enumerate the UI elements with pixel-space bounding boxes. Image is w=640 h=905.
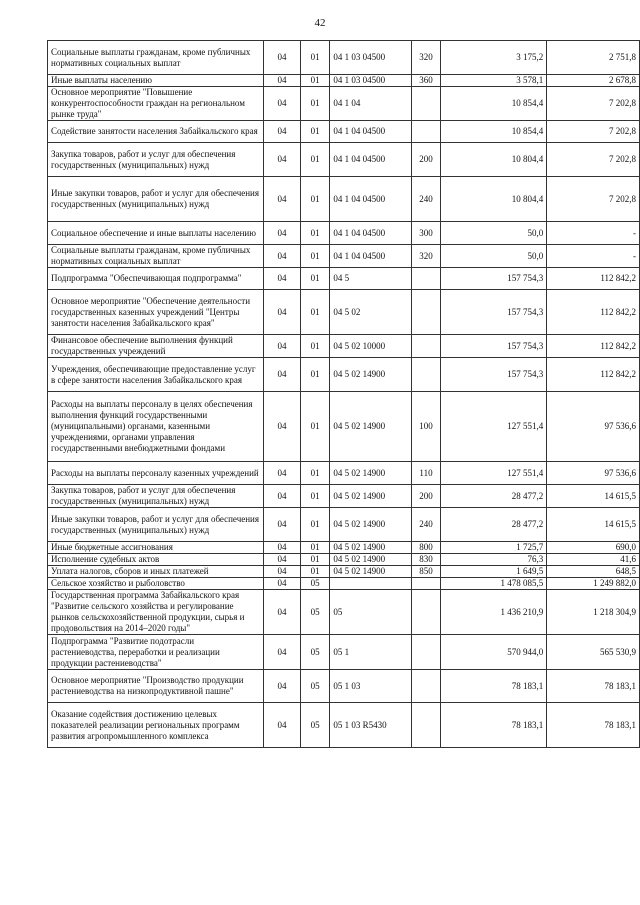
table-row	[48, 392, 640, 462]
row-name: Учреждения, обеспечивающие предоставление услуг в сфере занятости населения Забайкальского края	[48, 358, 264, 392]
row-expense-type	[411, 578, 441, 590]
row-section: 04	[264, 670, 301, 703]
row-subsection: 05	[301, 703, 330, 748]
table-row	[48, 222, 640, 245]
row-section: 04	[264, 121, 301, 143]
row-subsection: 01	[301, 143, 330, 177]
row-amount-plan: 10 804,4	[441, 143, 547, 177]
row-amount-plan: 157 754,3	[441, 358, 547, 392]
table-row	[48, 508, 640, 542]
row-name: Содействие занятости населения Забайкальского края	[48, 121, 264, 143]
row-section: 04	[264, 335, 301, 358]
row-target-article: 05 1 03	[330, 670, 411, 703]
row-expense-type	[411, 635, 441, 670]
row-expense-type: 240	[411, 177, 441, 222]
row-name: Иные закупки товаров, работ и услуг для обеспечения государственных (муниципальных) нужд	[48, 177, 264, 222]
row-expense-type	[411, 590, 441, 635]
table-row	[48, 245, 640, 268]
row-amount-actual: -	[547, 245, 640, 268]
row-name: Государственная программа Забайкальского края "Развитие сельского хозяйства и регулирование рынков сельскохозяйственной продукции, сырья и продовольствия на 2014–2020 годы"	[48, 590, 264, 635]
row-target-article: 04 1 04 04500	[330, 222, 411, 245]
row-subsection: 01	[301, 335, 330, 358]
row-amount-plan: 157 754,3	[441, 268, 547, 290]
row-amount-plan: 157 754,3	[441, 290, 547, 335]
row-name: Сельское хозяйство и рыболовство	[48, 578, 264, 590]
row-name: Подпрограмма "Обеспечивающая подпрограмма"	[48, 268, 264, 290]
row-expense-type	[411, 87, 441, 121]
row-section: 04	[264, 542, 301, 554]
row-target-article: 04 5 02 14900	[330, 508, 411, 542]
row-target-article: 04 5 02 10000	[330, 335, 411, 358]
row-subsection: 01	[301, 245, 330, 268]
row-expense-type: 830	[411, 554, 441, 566]
table-row	[48, 462, 640, 485]
row-subsection: 05	[301, 578, 330, 590]
row-subsection: 01	[301, 462, 330, 485]
row-subsection: 01	[301, 554, 330, 566]
row-subsection: 01	[301, 87, 330, 121]
row-amount-plan: 1 649,5	[441, 566, 547, 578]
row-section: 04	[264, 87, 301, 121]
row-amount-plan: 1 478 085,5	[441, 578, 547, 590]
row-amount-plan: 28 477,2	[441, 485, 547, 508]
row-section: 04	[264, 566, 301, 578]
table-row	[48, 87, 640, 121]
table-row	[48, 335, 640, 358]
row-expense-type	[411, 290, 441, 335]
row-subsection: 01	[301, 485, 330, 508]
row-section: 04	[264, 222, 301, 245]
row-subsection: 01	[301, 222, 330, 245]
row-name: Исполнение судебных актов	[48, 554, 264, 566]
row-amount-actual: 7 202,8	[547, 87, 640, 121]
row-expense-type: 240	[411, 508, 441, 542]
row-target-article: 05 1	[330, 635, 411, 670]
row-amount-actual: 78 183,1	[547, 703, 640, 748]
row-name: Социальные выплаты гражданам, кроме публичных нормативных социальных выплат	[48, 41, 264, 75]
row-name: Расходы на выплаты персоналу казенных учреждений	[48, 462, 264, 485]
row-target-article: 04 5 02	[330, 290, 411, 335]
row-amount-plan: 76,3	[441, 554, 547, 566]
table-row	[48, 485, 640, 508]
row-target-article: 05 1 03 R5430	[330, 703, 411, 748]
row-target-article: 04 5 02 14900	[330, 392, 411, 462]
row-target-article: 05	[330, 590, 411, 635]
row-name: Основное мероприятие "Повышение конкурентоспособности граждан на региональном рынке труда"	[48, 87, 264, 121]
row-name: Уплата налогов, сборов и иных платежей	[48, 566, 264, 578]
row-section: 04	[264, 41, 301, 75]
row-subsection: 01	[301, 177, 330, 222]
row-amount-actual: 112 842,2	[547, 335, 640, 358]
row-section: 04	[264, 554, 301, 566]
row-expense-type: 300	[411, 222, 441, 245]
row-amount-actual: 112 842,2	[547, 268, 640, 290]
row-amount-actual: 41,6	[547, 554, 640, 566]
row-subsection: 01	[301, 508, 330, 542]
row-expense-type: 320	[411, 41, 441, 75]
row-subsection: 01	[301, 75, 330, 87]
row-subsection: 05	[301, 670, 330, 703]
table-row	[48, 143, 640, 177]
row-section: 04	[264, 177, 301, 222]
row-name: Финансовое обеспечение выполнения функций государственных учреждений	[48, 335, 264, 358]
row-amount-actual: 2 678,8	[547, 75, 640, 87]
row-target-article: 04 1 04 04500	[330, 143, 411, 177]
row-section: 04	[264, 143, 301, 177]
row-target-article: 04 5 02 14900	[330, 485, 411, 508]
table-row	[48, 590, 640, 635]
row-subsection: 01	[301, 41, 330, 75]
row-expense-type: 320	[411, 245, 441, 268]
row-amount-plan: 50,0	[441, 222, 547, 245]
row-subsection: 01	[301, 566, 330, 578]
table-row	[48, 121, 640, 143]
table-row	[48, 542, 640, 554]
row-section: 04	[264, 590, 301, 635]
row-target-article: 04 1 04 04500	[330, 177, 411, 222]
table-row	[48, 177, 640, 222]
row-subsection: 01	[301, 121, 330, 143]
row-section: 04	[264, 392, 301, 462]
row-subsection: 01	[301, 392, 330, 462]
row-amount-plan: 570 944,0	[441, 635, 547, 670]
row-expense-type: 800	[411, 542, 441, 554]
row-expense-type	[411, 268, 441, 290]
row-section: 04	[264, 508, 301, 542]
table-row	[48, 554, 640, 566]
page-number: 42	[314, 17, 326, 29]
row-expense-type	[411, 121, 441, 143]
row-amount-actual: 565 530,9	[547, 635, 640, 670]
row-name: Иные выплаты населению	[48, 75, 264, 87]
row-amount-actual: 1 218 304,9	[547, 590, 640, 635]
row-target-article: 04 5 02 14900	[330, 542, 411, 554]
row-target-article: 04 5	[330, 268, 411, 290]
table-row	[48, 566, 640, 578]
row-amount-plan: 127 551,4	[441, 392, 547, 462]
row-amount-actual: 2 751,8	[547, 41, 640, 75]
row-section: 04	[264, 358, 301, 392]
row-amount-plan: 1 725,7	[441, 542, 547, 554]
row-section: 04	[264, 485, 301, 508]
table-row	[48, 670, 640, 703]
row-subsection: 01	[301, 290, 330, 335]
row-target-article: 04 5 02 14900	[330, 554, 411, 566]
row-amount-actual: 14 615,5	[547, 485, 640, 508]
row-target-article: 04 1 03 04500	[330, 75, 411, 87]
row-target-article	[330, 578, 411, 590]
row-amount-plan: 3 175,2	[441, 41, 547, 75]
row-expense-type	[411, 703, 441, 748]
row-expense-type	[411, 358, 441, 392]
table-row	[48, 635, 640, 670]
row-amount-plan: 3 578,1	[441, 75, 547, 87]
row-target-article: 04 5 02 14900	[330, 358, 411, 392]
row-name: Иные закупки товаров, работ и услуг для обеспечения государственных (муниципальных) нужд	[48, 508, 264, 542]
row-amount-plan: 157 754,3	[441, 335, 547, 358]
row-subsection: 01	[301, 268, 330, 290]
row-amount-plan: 78 183,1	[441, 703, 547, 748]
row-amount-actual: 7 202,8	[547, 177, 640, 222]
row-target-article: 04 1 03 04500	[330, 41, 411, 75]
row-section: 04	[264, 635, 301, 670]
row-name: Закупка товаров, работ и услуг для обеспечения государственных (муниципальных) нужд	[48, 143, 264, 177]
table-row	[48, 41, 640, 75]
row-subsection: 05	[301, 635, 330, 670]
row-amount-actual: 7 202,8	[547, 143, 640, 177]
row-amount-actual: 78 183,1	[547, 670, 640, 703]
row-section: 04	[264, 462, 301, 485]
budget-table	[47, 40, 640, 748]
row-target-article: 04 1 04	[330, 87, 411, 121]
row-expense-type: 110	[411, 462, 441, 485]
row-amount-plan: 10 804,4	[441, 177, 547, 222]
row-name: Социальное обеспечение и иные выплаты населению	[48, 222, 264, 245]
row-amount-plan: 50,0	[441, 245, 547, 268]
row-amount-plan: 78 183,1	[441, 670, 547, 703]
table-row	[48, 268, 640, 290]
row-section: 04	[264, 75, 301, 87]
row-amount-actual: 14 615,5	[547, 508, 640, 542]
row-subsection: 01	[301, 358, 330, 392]
row-target-article: 04 1 04 04500	[330, 245, 411, 268]
row-section: 04	[264, 578, 301, 590]
row-section: 04	[264, 245, 301, 268]
row-expense-type: 200	[411, 485, 441, 508]
row-amount-actual: 97 536,6	[547, 462, 640, 485]
row-amount-plan: 28 477,2	[441, 508, 547, 542]
row-amount-actual: 112 842,2	[547, 290, 640, 335]
table-row	[48, 75, 640, 87]
row-name: Закупка товаров, работ и услуг для обеспечения государственных (муниципальных) нужд	[48, 485, 264, 508]
row-amount-actual: 97 536,6	[547, 392, 640, 462]
row-expense-type: 100	[411, 392, 441, 462]
row-section: 04	[264, 290, 301, 335]
row-amount-actual: 7 202,8	[547, 121, 640, 143]
row-name: Социальные выплаты гражданам, кроме публичных нормативных социальных выплат	[48, 245, 264, 268]
table-row	[48, 578, 640, 590]
row-section: 04	[264, 703, 301, 748]
row-expense-type	[411, 670, 441, 703]
row-subsection: 05	[301, 590, 330, 635]
row-expense-type: 200	[411, 143, 441, 177]
row-amount-actual: 1 249 882,0	[547, 578, 640, 590]
row-amount-actual: -	[547, 222, 640, 245]
row-name: Иные бюджетные ассигнования	[48, 542, 264, 554]
row-amount-actual: 690,0	[547, 542, 640, 554]
table-row	[48, 358, 640, 392]
row-expense-type: 360	[411, 75, 441, 87]
row-amount-actual: 648,5	[547, 566, 640, 578]
row-name: Расходы на выплаты персоналу в целях обеспечения выполнения функций государственными (муниципальными) органами, казенными учреждениями, органами управления государственными внебюджетными фондами	[48, 392, 264, 462]
table-row	[48, 703, 640, 748]
row-amount-actual: 112 842,2	[547, 358, 640, 392]
row-name: Основное мероприятие "Обеспечение деятельности государственных казенных учреждений "Центры занятости населения Забайкальского края"	[48, 290, 264, 335]
row-amount-plan: 10 854,4	[441, 121, 547, 143]
row-expense-type	[411, 335, 441, 358]
row-name: Основное мероприятие "Производство продукции растениеводства на низкопродуктивной пашне"	[48, 670, 264, 703]
row-subsection: 01	[301, 542, 330, 554]
row-section: 04	[264, 268, 301, 290]
row-target-article: 04 5 02 14900	[330, 462, 411, 485]
row-name: Оказание содействия достижению целевых показателей реализации региональных программ развития агропромышленного комплекса	[48, 703, 264, 748]
row-target-article: 04 5 02 14900	[330, 566, 411, 578]
row-amount-plan: 1 436 210,9	[441, 590, 547, 635]
row-target-article: 04 1 04 04500	[330, 121, 411, 143]
row-name: Подпрограмма "Развитие подотрасли растениеводства, переработки и реализации продукции растениеводства"	[48, 635, 264, 670]
row-amount-plan: 127 551,4	[441, 462, 547, 485]
row-expense-type: 850	[411, 566, 441, 578]
row-amount-plan: 10 854,4	[441, 87, 547, 121]
table-row	[48, 290, 640, 335]
